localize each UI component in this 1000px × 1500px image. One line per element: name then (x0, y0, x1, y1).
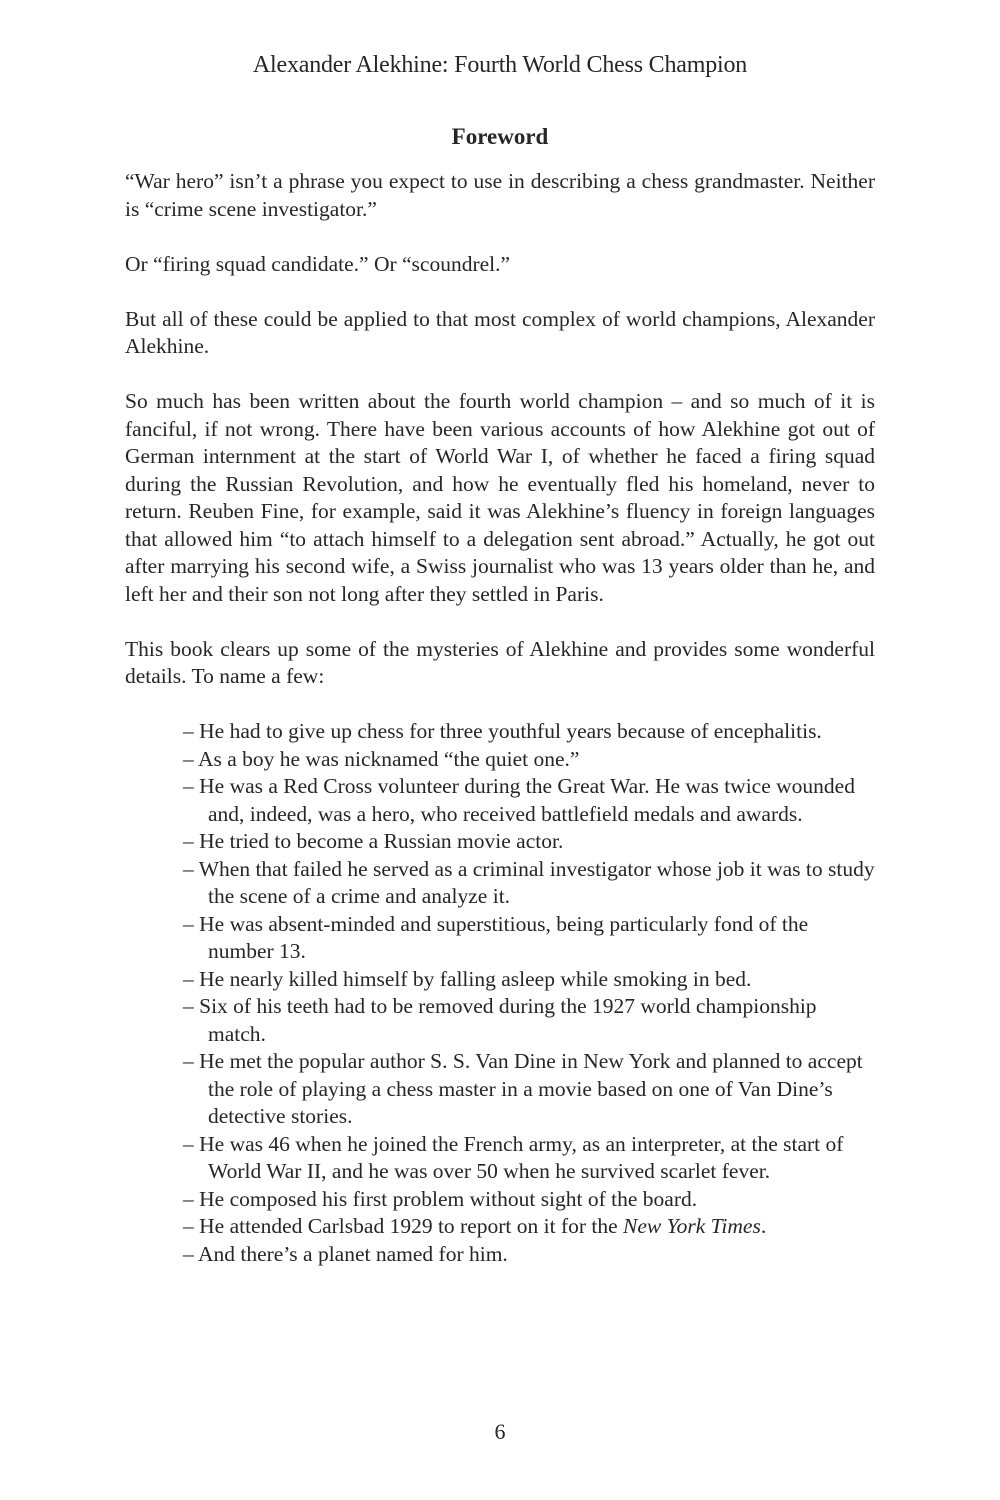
list-item-text: – He attended Carlsbad 1929 to report on it for the (183, 1214, 624, 1238)
list-item: – Six of his teeth had to be removed during the 1927 world championship match. (183, 994, 817, 1046)
list-item: – He was 46 when he joined the French army, as an interpreter, at the start of World War II, and he was over 50 when he survived scarlet fever. (183, 1131, 844, 1183)
paragraph: Or “firing squad candidate.” Or “scoundrel.” (125, 251, 511, 276)
paragraph: “War hero” isn’t a phrase you expect to use in describing a chess grandmaster. Neither is “crime scene investigator.” (125, 169, 875, 221)
running-head: Alexander Alekhine: Fourth World Chess Champion (252, 52, 748, 78)
list-item: – He met the popular author S. S. Van Dine in New York and planned to accept the role of playing a chess master in a movie based on one of Van Dine’s detective stories. (183, 1049, 863, 1128)
list-item-text: . (760, 1214, 767, 1238)
paragraph: So much has been written about the fourth world champion – and so much of it is fanciful, if not wrong. There have been various accounts of how Alekhine got out of German internment at the start of World War I, of whether he faced a firing squad during the Russian Revolution, and how he eventually fled his homeland, never to return. Reuben Fine, for example, said it was Alekhine’s fluency in foreign languages that allowed him “to attach himself to a delegation sent abroad.” Actually, he got out after marrying his second wife, a Swiss journalist who was 13 years older than he, and left her and their son not long after they settled in Paris. (125, 389, 875, 606)
page-number: 6 (494, 1419, 506, 1444)
list-item: – He was absent-minded and superstitious, being particularly fond of the number 13. (183, 911, 809, 963)
publication-title: New York Times (623, 1214, 761, 1238)
list-item: – He was a Red Cross volunteer during the Great War. He was twice wounded and, indeed, was a hero, who received battlefield medals and awards. (183, 774, 855, 826)
list-item: – And there’s a planet named for him. (183, 1241, 508, 1266)
list-item (183, 1213, 875, 1241)
list-item: – When that failed he served as a criminal investigator whose job it was to study the scene of a crime and analyze it. (183, 856, 875, 908)
foreword-body (125, 168, 875, 1268)
chapter-title: Foreword (451, 124, 549, 149)
list-item: – He had to give up chess for three youthful years because of encephalitis. (183, 719, 822, 743)
facts-list (125, 718, 875, 1268)
paragraph: But all of these could be applied to that most complex of world champions, Alexander Alekhine. (125, 306, 875, 358)
list-item: – He composed his first problem without sight of the board. (183, 1186, 698, 1211)
list-item: – He nearly killed himself by falling asleep while smoking in bed. (183, 966, 752, 991)
list-item: – He tried to become a Russian movie actor. (183, 829, 564, 853)
paragraph: This book clears up some of the mysteries of Alekhine and provides some wonderful details. To name a few: (125, 636, 875, 688)
list-item: – As a boy he was nicknamed “the quiet one.” (183, 746, 580, 771)
